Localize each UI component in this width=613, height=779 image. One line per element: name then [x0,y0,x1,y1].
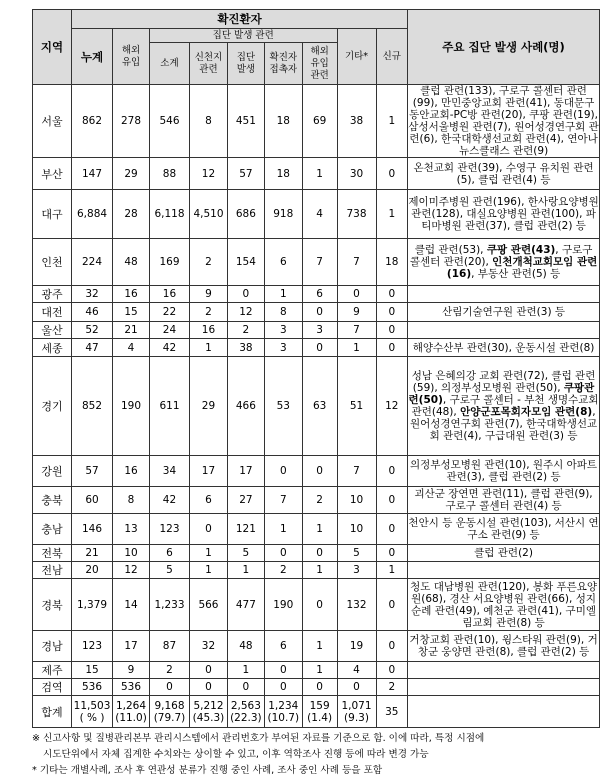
header-new: 신규 [376,29,408,85]
header-overseas [113,29,150,85]
cell-region: 제주 [33,662,72,679]
cell-shincheonji: 0 [190,662,228,679]
cell-region: 대전 [33,303,72,322]
cell-contact: 6 [264,239,302,286]
cell-subtotal: 123 [149,514,189,545]
table-row [33,303,600,322]
cell-cluster: 686 [227,190,264,239]
header-overseas-related [302,43,337,85]
cell-other: 7 [337,239,376,286]
cell-examples [408,339,600,357]
cell-overseas: 13 [113,514,150,545]
footnote-2: 시도단위에서 자체 집계한 수치와는 상이할 수 있고, 이후 역학조사 진행 등에 따라 변경 가능 [43,749,429,760]
cell-shincheonji: 1 [190,339,228,357]
cell-overseas-related: 6 [302,286,337,303]
cell-overseas-related: 0 [302,579,337,631]
totals-label: 합계 [33,696,72,728]
cell-region: 충북 [33,487,72,514]
cell-subtotal: 24 [149,322,189,339]
cell-other: 0 [337,286,376,303]
header-cluster-label: 집단 발생 [236,51,256,75]
cell-overseas: 278 [113,85,150,158]
cell-shincheonji: 566 [190,579,228,631]
table-row [33,158,600,190]
cell-overseas-related: 1 [302,562,337,579]
cell-contact: 18 [264,158,302,190]
cell-cluster: 477 [227,579,264,631]
cell-subtotal: 5 [149,562,189,579]
cell-examples [408,286,600,303]
cell-cluster: 0 [227,286,264,303]
cell-cluster: 1 [227,562,264,579]
totals-contact-value: 1,234 (10.7) [267,699,300,724]
totals-overseas [113,696,150,728]
cell-overseas-related: 4 [302,190,337,239]
example-text: 거창교회 관련(10), 윙스타워 관련(9), 거창군 웅양면 관련(8), 클럽 관련(2) 등 [409,634,598,658]
cell-contact: 7 [264,487,302,514]
cell-subtotal: 1,233 [149,579,189,631]
cell-subtotal: 0 [149,679,189,696]
cell-other: 7 [337,456,376,487]
cell-subtotal: 611 [149,357,189,456]
example-text: , 구로구 콜센터 - 부천 생명수교회 관련(48), [411,394,599,418]
cell-other: 19 [337,631,376,662]
cell-contact: 0 [264,679,302,696]
cell-overseas: 48 [113,239,150,286]
cell-cluster: 27 [227,487,264,514]
cell-overseas-related: 1 [302,514,337,545]
header-cluster [227,43,264,85]
example-text: 해양수산부 관련(30), 운동시설 관련(8) [412,341,595,354]
cell-examples [408,303,600,322]
cell-contact: 0 [264,662,302,679]
totals-new: 35 [376,696,408,728]
cell-total: 46 [71,303,112,322]
cell-region: 부산 [33,158,72,190]
totals-row [33,696,600,728]
cell-shincheonji: 29 [190,357,228,456]
example-text: 클럽 관련(53), [414,244,487,256]
totals-overseas-related-value: 159 (1.4) [307,699,333,724]
footnote-3: * 기타는 개별사례, 조사 후 연관성 분류가 진행 중인 사례, 조사 중인 사례 등을 포함 [32,765,383,776]
header-contact-label: 확진자 접촉자 [269,51,298,75]
header-region: 지역 [33,10,72,85]
cell-total: 123 [71,631,112,662]
cell-cluster: 121 [227,514,264,545]
cell-examples [408,357,600,456]
example-text: 청도 대남병원 관련(120), 봉화 푸른요양원(68), 경산 서요양병원 관련(66), 성지순례 관련(49), 예천군 관련(41), 구미엘림교회 관련(8) 등 [410,580,598,629]
cell-shincheonji: 6 [190,487,228,514]
table-row [33,339,600,357]
cell-total: 1,379 [71,579,112,631]
cell-overseas: 190 [113,357,150,456]
cell-cluster: 451 [227,85,264,158]
header-overseas-label: 해외 유입 [121,44,141,68]
cell-total: 15 [71,662,112,679]
cell-cluster: 12 [227,303,264,322]
example-text: 천안시 등 운동시설 관련(103), 서산시 연구소 관련(9) 등 [408,517,599,541]
cell-cluster: 0 [227,679,264,696]
header-overseas-related-label: 해외 유입 관련 [310,45,329,81]
cell-other: 1 [337,339,376,357]
cell-overseas: 9 [113,662,150,679]
cell-other: 7 [337,322,376,339]
header-confirmed: 확진환자 [71,10,407,29]
header-other: 기타* [337,29,376,85]
cell-new: 0 [376,662,408,679]
cell-overseas: 536 [113,679,150,696]
cell-total: 862 [71,85,112,158]
table-row [33,579,600,631]
cell-overseas: 17 [113,631,150,662]
cell-other: 5 [337,545,376,562]
cell-new: 0 [376,286,408,303]
cell-other: 9 [337,303,376,322]
cell-region: 울산 [33,322,72,339]
example-text: , 구로구 콜센터 관련(20), [409,244,593,268]
totals-subtotal-value: 9,168 (79.7) [153,699,186,724]
cell-cluster: 48 [227,631,264,662]
totals-cluster [227,696,264,728]
footnote-1: ※ 신고사항 및 질병관리본부 관리시스템에서 관리번호가 부여된 자료를 기준으로 함. 이에 따라, 특정 시점에 [32,733,485,744]
cell-subtotal: 42 [149,487,189,514]
cell-examples [408,562,600,579]
cell-examples [408,456,600,487]
cell-contact: 53 [264,357,302,456]
cell-cluster: 1 [227,662,264,679]
footnotes [32,731,600,779]
cell-contact: 3 [264,322,302,339]
cell-cluster: 466 [227,357,264,456]
confirmed-cases-table [32,9,600,728]
cell-cluster: 154 [227,239,264,286]
cell-contact: 3 [264,339,302,357]
cell-region: 서울 [33,85,72,158]
cell-shincheonji: 16 [190,322,228,339]
cell-overseas-related: 63 [302,357,337,456]
totals-examples [408,696,600,728]
table-row [33,679,600,696]
cell-subtotal: 16 [149,286,189,303]
cell-shincheonji: 1 [190,545,228,562]
cell-examples [408,158,600,190]
cell-examples [408,514,600,545]
cell-new: 0 [376,456,408,487]
cell-examples [408,190,600,239]
cell-other: 10 [337,487,376,514]
cell-subtotal: 2 [149,662,189,679]
table-row [33,562,600,579]
cell-new: 0 [376,487,408,514]
example-text: 제이미주병원 관련(196), 한사랑요양병원 관련(128), 대실요양병원 관련(100), 파티마병원 관련(37), 클럽 관련(2) 등 [408,196,599,232]
cell-other: 4 [337,662,376,679]
table-body [33,85,600,696]
cell-overseas: 16 [113,456,150,487]
header-total: 누계 [71,29,112,85]
cell-region: 광주 [33,286,72,303]
cell-total: 852 [71,357,112,456]
header-subtotal: 소계 [149,43,189,85]
example-text: 클럽 관련(133), 구로구 콜센터 관련(99), 만민중앙교회 관련(41), 동대문구 동안교회-PC방 관련(20), 쿠팡 관련(19), 삼성서울병원 관련(7), 원어성경연구회 관련(6), 한국대학생선교회 관련(4), 연아나뉴스클래스 관련(9) [408,85,599,157]
report-container [32,9,600,779]
cell-examples [408,239,600,286]
cell-overseas: 28 [113,190,150,239]
cell-shincheonji: 12 [190,158,228,190]
cell-examples [408,662,600,679]
cell-shincheonji: 2 [190,239,228,286]
cell-total: 146 [71,514,112,545]
table-row [33,456,600,487]
cell-cluster: 38 [227,339,264,357]
cell-new: 0 [376,303,408,322]
cell-overseas-related: 1 [302,158,337,190]
totals-overseas-related [302,696,337,728]
cell-contact: 918 [264,190,302,239]
table-footer [33,696,600,728]
cell-examples [408,487,600,514]
cell-new: 12 [376,357,408,456]
cell-total: 32 [71,286,112,303]
example-text: , 부동산 관련(5) 등 [471,268,561,280]
table-row [33,662,600,679]
cell-region: 경북 [33,579,72,631]
cell-region: 충남 [33,514,72,545]
cell-examples [408,679,600,696]
table-row [33,545,600,562]
highlighted-example: 쿠팡 관련(43) [486,244,556,256]
cell-overseas-related: 7 [302,239,337,286]
example-text: 온천교회 관련(39), 수영구 유치원 관련(5), 클럽 관련(4) 등 [413,161,594,186]
cell-other: 30 [337,158,376,190]
cell-subtotal: 34 [149,456,189,487]
cell-overseas: 12 [113,562,150,579]
cell-overseas: 29 [113,158,150,190]
cell-total: 60 [71,487,112,514]
table-row [33,357,600,456]
cell-new: 18 [376,239,408,286]
cell-total: 52 [71,322,112,339]
cell-cluster: 5 [227,545,264,562]
cell-overseas-related: 0 [302,339,337,357]
cell-new: 1 [376,85,408,158]
cell-new: 0 [376,322,408,339]
cell-subtotal: 6 [149,545,189,562]
table-row [33,239,600,286]
cell-shincheonji: 0 [190,679,228,696]
cell-overseas: 10 [113,545,150,562]
cell-new: 1 [376,562,408,579]
cell-total: 21 [71,545,112,562]
cell-overseas-related: 69 [302,85,337,158]
table-row [33,190,600,239]
cell-region: 전북 [33,545,72,562]
cell-new: 0 [376,579,408,631]
cell-shincheonji: 1 [190,562,228,579]
totals-subtotal [149,696,189,728]
example-text: 성남 은혜의강 교회 관련(72), 클럽 관련(59), 의정부성모병원 관련(50), [411,370,596,394]
cell-shincheonji: 32 [190,631,228,662]
cell-total: 47 [71,339,112,357]
cell-subtotal: 546 [149,85,189,158]
cell-new: 0 [376,514,408,545]
cell-overseas-related: 0 [302,679,337,696]
cell-total: 224 [71,239,112,286]
totals-contact [264,696,302,728]
cell-overseas-related: 1 [302,631,337,662]
cell-overseas: 15 [113,303,150,322]
cell-other: 38 [337,85,376,158]
cell-subtotal: 88 [149,158,189,190]
table-row [33,514,600,545]
cell-new: 2 [376,679,408,696]
cell-total: 20 [71,562,112,579]
highlighted-example: 쿠팡관련(50) [408,382,595,406]
cell-overseas-related: 2 [302,487,337,514]
example-text: 산림기술연구원 관련(3) 등 [442,306,566,318]
header-contact [264,43,302,85]
cell-other: 0 [337,679,376,696]
example-text: 클럽 관련(2) [474,547,533,559]
cell-region: 대구 [33,190,72,239]
highlighted-example: 인천개척교회모임 관련(16) [446,256,598,280]
cell-overseas: 8 [113,487,150,514]
cell-region: 전남 [33,562,72,579]
example-text: 괴산군 장연면 관련(11), 클럽 관련(9), 구로구 콜센터 관련(4) 등 [414,488,593,512]
cell-contact: 6 [264,631,302,662]
cell-subtotal: 6,118 [149,190,189,239]
table-row [33,487,600,514]
cell-overseas-related: 0 [302,303,337,322]
cell-examples [408,85,600,158]
cell-other: 3 [337,562,376,579]
totals-shincheonji [190,696,228,728]
cell-cluster: 2 [227,322,264,339]
totals-other-value: 1,071 (9.3) [341,699,372,724]
cell-other: 51 [337,357,376,456]
cell-overseas-related: 0 [302,456,337,487]
totals-total [71,696,112,728]
totals-cluster-value: 2,563 (22.3) [230,699,262,724]
cell-subtotal: 22 [149,303,189,322]
cell-examples [408,545,600,562]
cell-region: 강원 [33,456,72,487]
totals-total-value: 11,503 ( % ) [73,699,111,724]
cell-overseas-related: 0 [302,545,337,562]
cell-other: 738 [337,190,376,239]
cell-other: 10 [337,514,376,545]
cell-shincheonji: 2 [190,303,228,322]
cell-contact: 8 [264,303,302,322]
totals-other [337,696,376,728]
example-text: 의정부성모병원 관련(10), 원주시 아파트 관련(3), 클럽 관련(2) 등 [410,459,598,483]
table-row [33,85,600,158]
table-row [33,631,600,662]
cell-new: 1 [376,190,408,239]
cell-examples [408,579,600,631]
cell-new: 0 [376,631,408,662]
cell-new: 0 [376,339,408,357]
table-header [33,10,600,85]
cell-total: 536 [71,679,112,696]
cell-subtotal: 42 [149,339,189,357]
cell-overseas: 4 [113,339,150,357]
header-shincheonji [190,43,228,85]
cell-region: 경남 [33,631,72,662]
cell-overseas-related: 1 [302,662,337,679]
cell-new: 0 [376,158,408,190]
cell-region: 인천 [33,239,72,286]
cell-new: 0 [376,545,408,562]
cell-other: 132 [337,579,376,631]
cell-shincheonji: 0 [190,514,228,545]
cell-total: 57 [71,456,112,487]
cell-contact: 0 [264,545,302,562]
cell-subtotal: 169 [149,239,189,286]
cell-shincheonji: 8 [190,85,228,158]
cell-total: 147 [71,158,112,190]
table-row [33,286,600,303]
cell-overseas: 14 [113,579,150,631]
header-cluster-group: 집단 발생 관련 [149,29,337,43]
cell-overseas-related: 3 [302,322,337,339]
cell-cluster: 57 [227,158,264,190]
cell-shincheonji: 4,510 [190,190,228,239]
cell-contact: 190 [264,579,302,631]
cell-overseas: 16 [113,286,150,303]
cell-region: 검역 [33,679,72,696]
cell-contact: 2 [264,562,302,579]
cell-region: 세종 [33,339,72,357]
example-text: , 원어성경연구회 관련(7), 한국대학생선교회 관련(4), 구급대원 관련(3) 등 [409,406,598,442]
highlighted-example: 안양군포목회자모임 관련(8) [460,406,593,418]
header-examples: 주요 집단 발생 사례(명) [408,10,600,85]
cell-contact: 1 [264,286,302,303]
totals-shincheonji-value: 5,212 (45.3) [192,699,225,724]
cell-cluster: 17 [227,456,264,487]
cell-contact: 0 [264,456,302,487]
cell-examples [408,322,600,339]
cell-region: 경기 [33,357,72,456]
cell-shincheonji: 17 [190,456,228,487]
totals-overseas-value: 1,264 (11.0) [115,699,147,724]
cell-shincheonji: 9 [190,286,228,303]
table-row [33,322,600,339]
cell-examples [408,631,600,662]
header-shincheonji-label: 신천지 관련 [194,51,223,75]
cell-contact: 18 [264,85,302,158]
cell-subtotal: 87 [149,631,189,662]
cell-contact: 1 [264,514,302,545]
cell-overseas: 21 [113,322,150,339]
cell-total: 6,884 [71,190,112,239]
